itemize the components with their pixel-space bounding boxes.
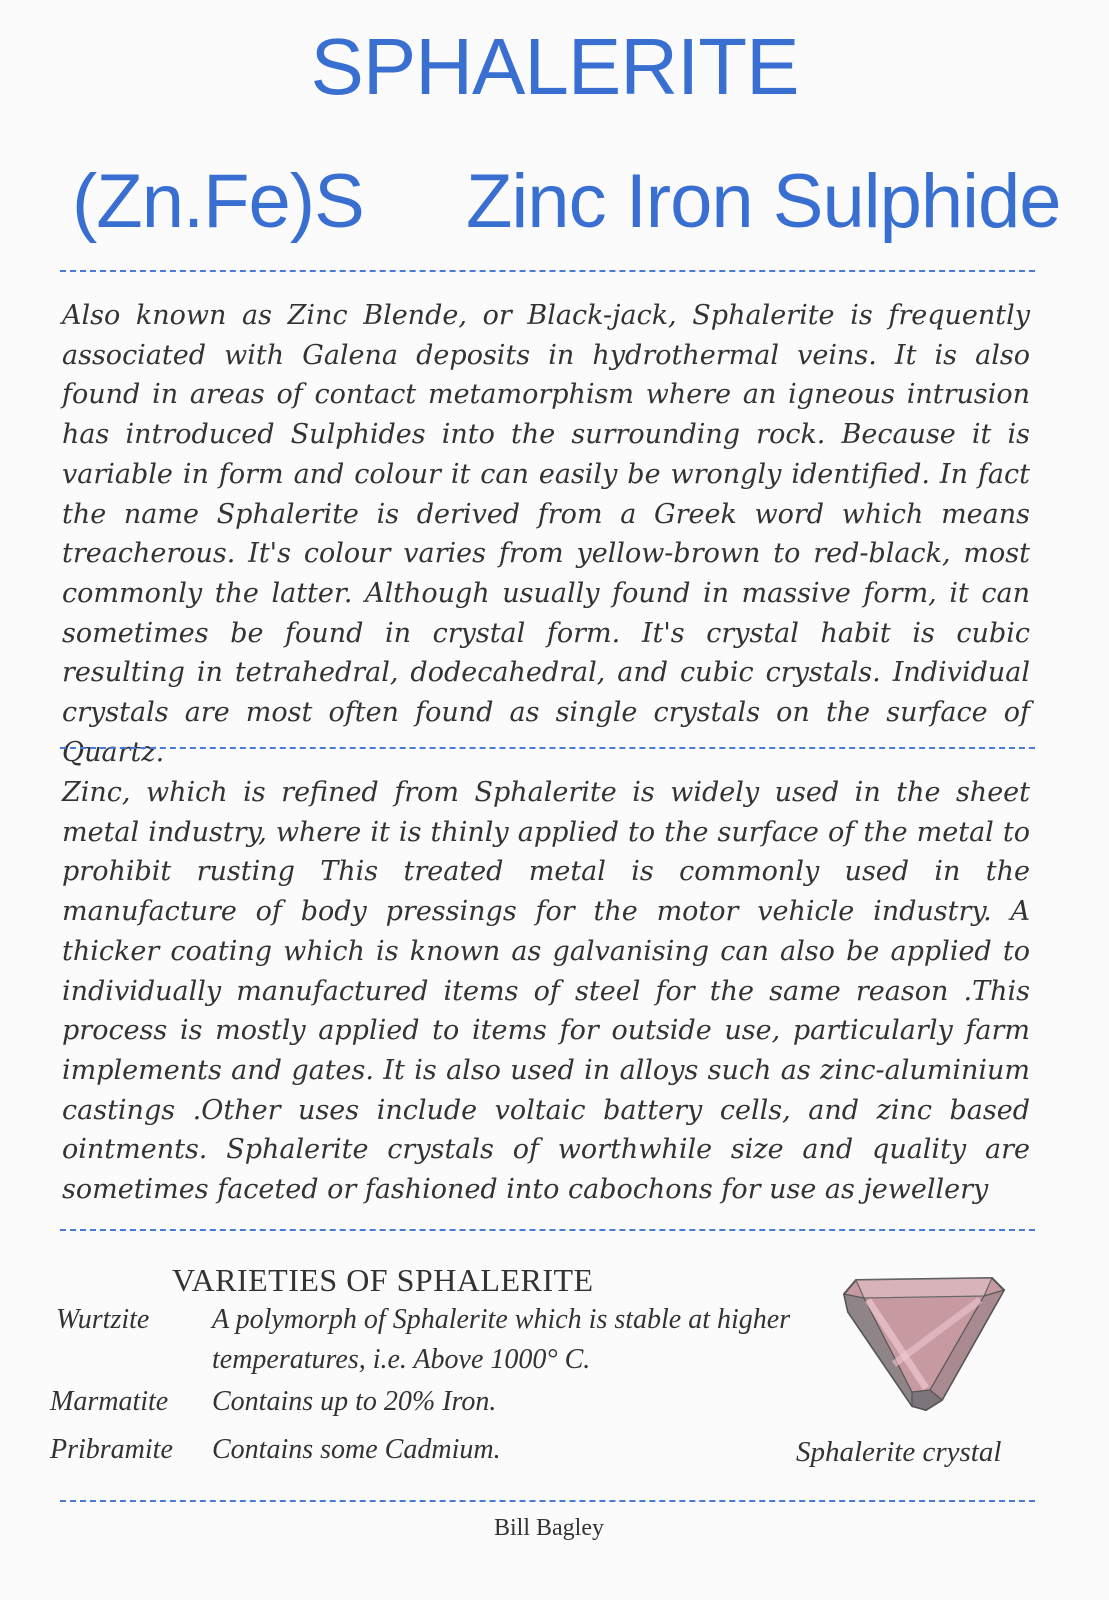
author-credit: Bill Bagley	[494, 1515, 604, 1541]
variety-name-pribramite: Pribramite	[50, 1434, 173, 1465]
divider-1	[60, 270, 1035, 272]
divider-2	[60, 747, 1035, 749]
chemical-formula: (Zn.Fe)S	[72, 159, 364, 244]
crystal-caption: Sphalerite crystal	[796, 1436, 1002, 1468]
variety-description-pribramite: Contains some Cadmium.	[212, 1434, 501, 1465]
compound-name: Zinc Iron Sulphide	[466, 159, 1061, 244]
varieties-heading: VARIETIES OF SPHALERITE	[172, 1262, 594, 1298]
description-paragraph-1: Also known as Zinc Blende, or Black-jack, Sphalerite is frequently associated with Galena deposits in hydrothermal veins. It is also found in areas of contact metamorphism where an igneous intrusion has introduced Sulphides into the surrounding rock. Because it is variable in form and colour it can easily be wrongly identified. In fact the name Sphalerite is derived from a Greek word which means treacherous. It's colour varies from yellow-brown to red-black, most commonly the latter. Although usually found in massive form, it can sometimes be found in crystal form. It's crystal habit is cubic resulting in tetrahedral, dodecahedral, and cubic crystals. Individual crystals are most often found as single crystals on the surface of Quartz.	[62, 300, 1030, 768]
variety-description-wurtzite: A polymorph of Sphalerite which is stable at higher temperatures, i.e. Above 1000° C.	[212, 1304, 791, 1375]
sphalerite-crystal-illustration	[834, 1272, 1014, 1414]
divider-4	[60, 1500, 1035, 1502]
variety-name-marmatite: Marmatite	[50, 1386, 169, 1417]
variety-description-marmatite: Contains up to 20% Iron.	[212, 1386, 497, 1417]
description-paragraph-2: Zinc, which is refined from Sphalerite is widely used in the sheet metal industry, where it is thinly applied to the surface of the metal to prohibit rusting This treated metal is commonly used in the manufacture of body pressings for the motor vehicle industry. A thicker coating which is known as galvanising can also be applied to individually manufactured items of steel for the same reason .This process is mostly applied to items for outside use, particularly farm implements and gates. It is also used in alloys such as zinc-aluminium castings .Other uses include voltaic battery cells, and zinc based ointments. Sphalerite crystals of worthwhile size and quality are sometimes faceted or fashioned into cabochons for use as jewellery	[62, 777, 1030, 1206]
page-title: SPHALERITE	[310, 22, 799, 111]
variety-name-wurtzite: Wurtzite	[56, 1304, 150, 1335]
divider-3	[60, 1229, 1035, 1231]
